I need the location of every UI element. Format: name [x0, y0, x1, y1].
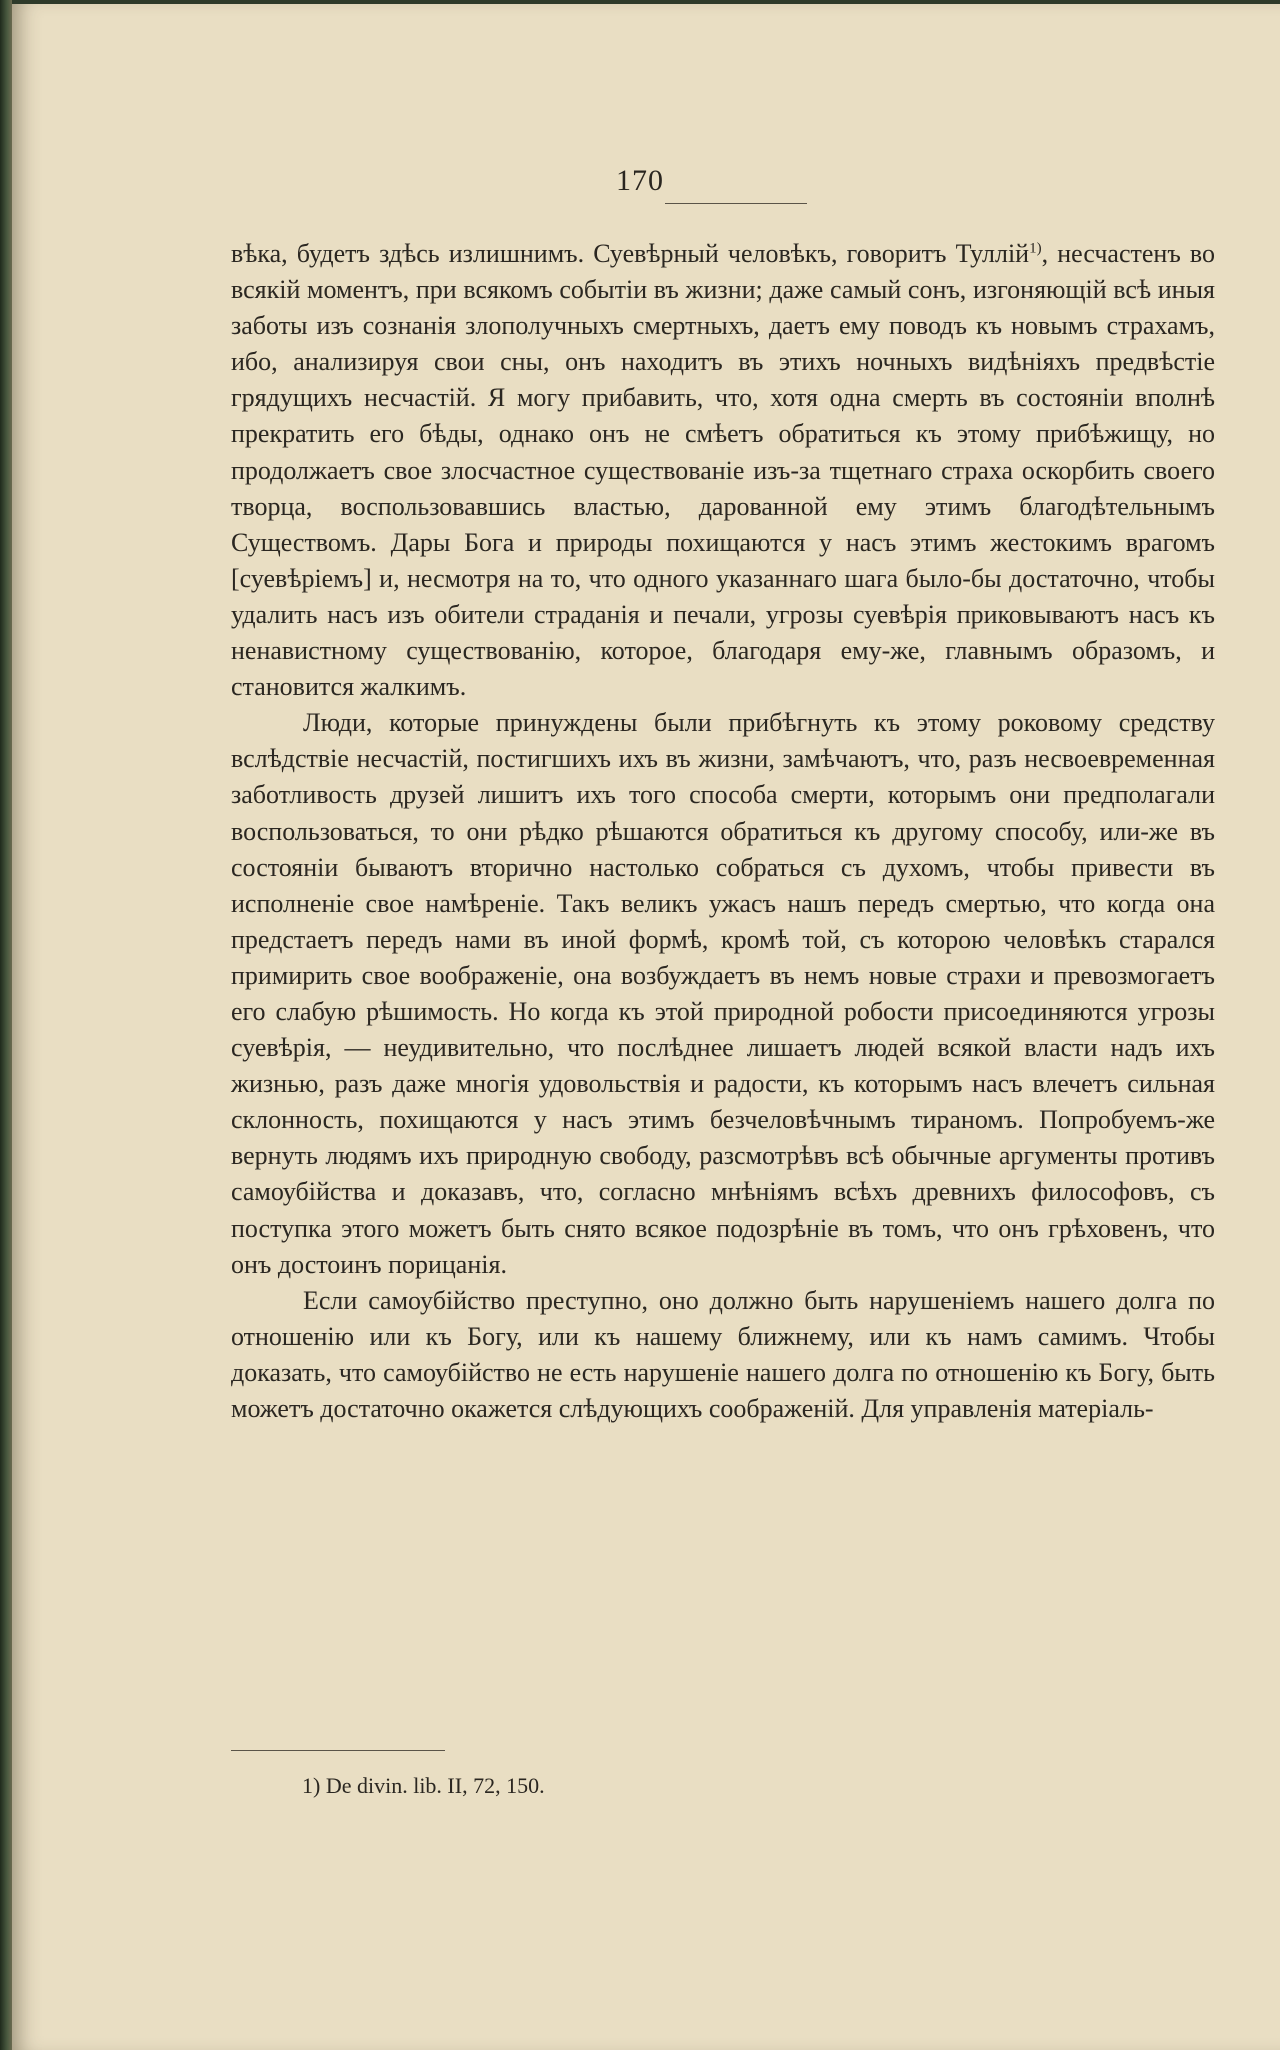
- footnote-rule: [231, 1750, 445, 1751]
- body-text: [231, 236, 1215, 1427]
- footnote: 1) De divin. lib. II, 72, 150.: [302, 1773, 545, 1798]
- paragraph-3: Если самоубійство преступно, оно должно быть нарушеніемъ нашего долга по отношенію или къ Богу, или къ нашему ближнему, или къ намъ самимъ. Чтобы доказать, что самоубійство не есть нарушеніе нашего долга по отношенію къ Богу, быть можетъ достаточно окажется слѣдующихъ соображеній. Для управленія матеріаль-: [231, 1285, 1215, 1423]
- paragraph-1: [231, 236, 1215, 705]
- page-number: 170: [616, 164, 664, 197]
- paragraph-1-rest: , несчастенъ во всякій моментъ, при всякомъ событіи въ жизни; даже самый сонъ, изгоняющій всѣ иныя заботы изъ сознанія злополучныхъ смертныхъ, даетъ ему поводъ къ новымъ страхамъ, ибо, анализируя свои сны, онъ находитъ въ этихъ ночныхъ видѣніяхъ предвѣстіе грядущихъ несчастій. Я могу прибавить, что, хотя одна смерть въ состояніи вполнѣ прекратить его бѣды, однако онъ не смѣетъ обратиться къ этому прибѣжищу, но продолжаетъ свое злосчастное существованіе изъ-за тщетнаго страха оскорбить своего творца, воспользовавшись властью, дарованной ему этимъ благодѣтельнымъ Существомъ. Дары Бога и природы похищаются у насъ этимъ жестокимъ врагомъ [суевѣріемъ] и, несмотря на то, что одного указаннаго шага было-бы достаточно, чтобы удалить насъ изъ обители страданія и печали, угрозы суевѣрія приковываютъ насъ къ ненавистному существованію, которое, благодаря ему-же, главнымъ образомъ, и становится жалкимъ.: [231, 239, 1215, 702]
- paragraph-2: Люди, которые принуждены были прибѣгнуть къ этому роковому средству вслѣдствіе несчастій, постигшихъ ихъ въ жизни, замѣчаютъ, что, разъ несвоевременная заботливость друзей лишитъ ихъ того способа смерти, которымъ они предполагали воспользоваться, то они рѣдко рѣшаются обратиться къ другому способу, или-же въ состояніи бываютъ вторично настолько собраться съ духомъ, чтобы привести въ исполненіе свое намѣреніе. Такъ великъ ужасъ нашъ передъ смертью, что когда она предстаетъ передъ нами въ иной формѣ, кромѣ той, съ которою человѣкъ старался примирить свое воображеніе, она возбуждаетъ въ немъ новые страхи и превозмогаетъ его слабую рѣшимость. Но когда къ этой природной робости присоединяются угрозы суевѣрія, — неудивительно, что послѣднее лишаетъ людей всякой власти надъ ихъ жизнью, разъ даже многія удовольствія и радости, къ которымъ насъ влечетъ сильная склонность, похищаются у насъ этимъ безчеловѣчнымъ тираномъ. Попробуемъ-же вернуть людямъ ихъ природную свободу, разсмотрѣвъ всѣ обычные аргументы противъ самоубійства и доказавъ, что, согласно мнѣніямъ всѣхъ древнихъ философовъ, съ поступка этого можетъ быть снято всякое подозрѣніе въ томъ, что онъ грѣховенъ, что онъ достоинъ порицанія.: [231, 708, 1215, 1279]
- binding-edge: [0, 0, 12, 2050]
- footnote-reference: 1): [1029, 240, 1042, 257]
- paragraph-1-start: вѣка, будетъ здѣсь излишнимъ. Суевѣрный человѣкъ, говоритъ Туллій: [231, 239, 1030, 268]
- page-number-rule: [665, 203, 807, 204]
